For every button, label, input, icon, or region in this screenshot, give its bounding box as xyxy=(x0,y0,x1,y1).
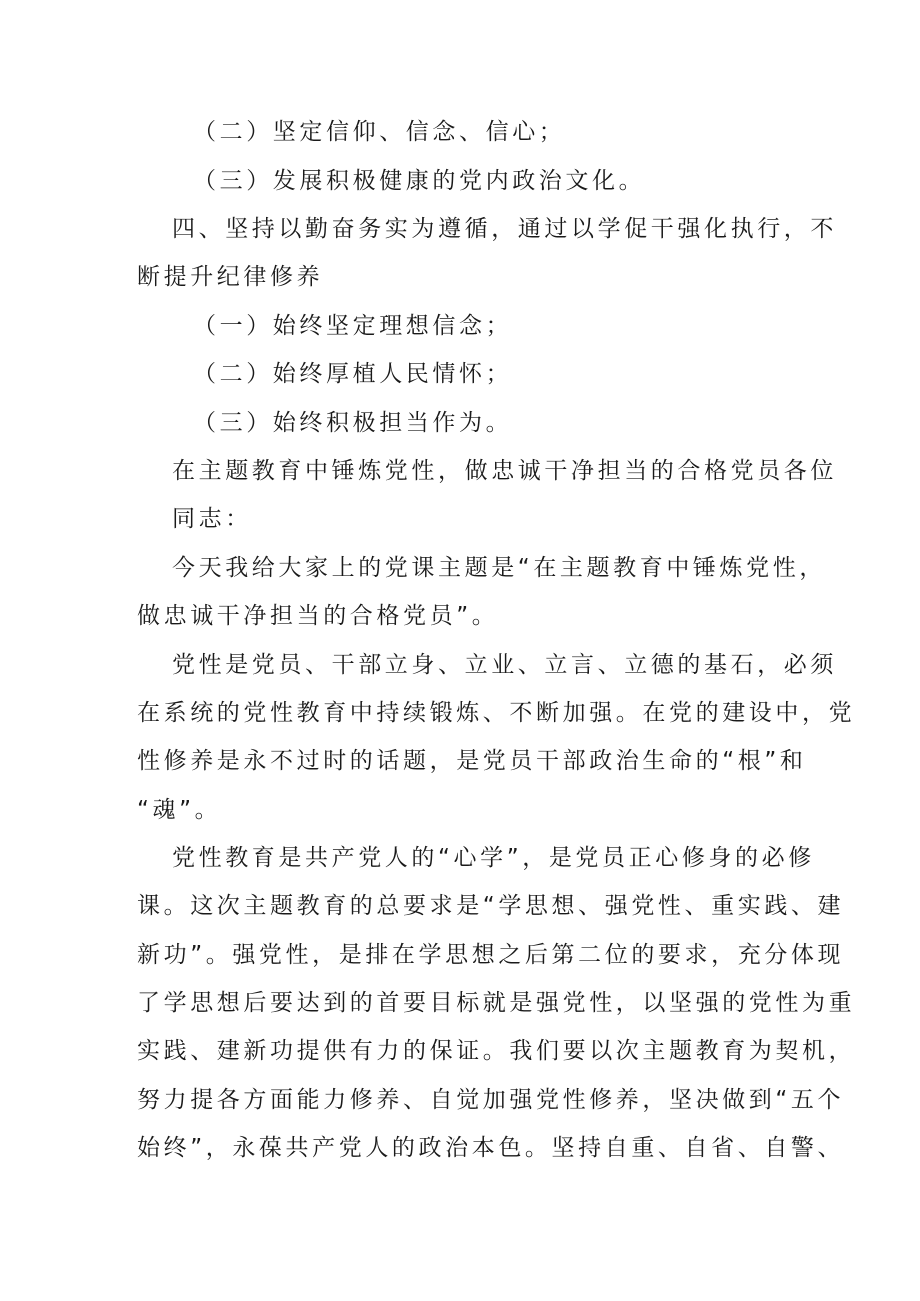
paragraph-line: 今天我给大家上的党课主题是“在主题教育中锤炼党性， xyxy=(172,555,826,581)
subsection-2-heading: （二）坚定信仰、信念、信心； xyxy=(193,119,566,145)
paragraph-line: 了学思想后要达到的首要目标就是强党性，以坚强的党性为重 xyxy=(137,990,856,1016)
paragraph-line: 党性教育是共产党人的“心学”，是党员正心修身的必修 xyxy=(172,845,815,871)
speech-title: 在主题教育中锤炼党性，做忠诚干净担当的合格党员各位 xyxy=(172,458,837,484)
paragraph-line: 努力提各方面能力修养、自觉加强党性修养，坚决做到“五个 xyxy=(137,1087,845,1113)
salutation: 同志： xyxy=(172,506,252,532)
section-4-heading: 四、坚持以勤奋务实为遵循，通过以学促干强化执行，不 xyxy=(172,216,837,242)
paragraph-line: 做忠诚干净担当的合格党员”。 xyxy=(137,603,499,629)
paragraph-line: 课。这次主题教育的总要求是“学思想、强党性、重实践、建 xyxy=(137,893,845,919)
paragraph-line: 党性是党员、干部立身、立业、立言、立德的基石，必须 xyxy=(172,652,837,678)
subsection-2-heading: （二）始终厚植人民情怀； xyxy=(193,361,513,387)
paragraph-line: 新功”。强党性，是排在学思想之后第二位的要求，充分体现 xyxy=(137,942,845,968)
paragraph-line: 始终”，永葆共产党人的政治本色。坚持自重、自省、自警、 xyxy=(137,1135,845,1161)
subsection-1-heading: （一）始终坚定理想信念； xyxy=(193,313,513,339)
subsection-3-heading: （三）发展积极健康的党内政治文化。 xyxy=(193,168,646,194)
paragraph-line: 性修养是永不过时的话题，是党员干部政治生命的“根”和 xyxy=(137,748,807,774)
paragraph-line: 实践、建新功提供有力的保证。我们要以次主题教育为契机， xyxy=(137,1038,856,1064)
paragraph-line: “魂”。 xyxy=(137,797,222,823)
paragraph-line: 在系统的党性教育中持续锻炼、不断加强。在党的建设中，党 xyxy=(137,700,856,726)
section-4-heading-continued: 断提升纪律修养 xyxy=(137,264,324,290)
subsection-3-heading: （三）始终积极担当作为。 xyxy=(193,410,513,436)
